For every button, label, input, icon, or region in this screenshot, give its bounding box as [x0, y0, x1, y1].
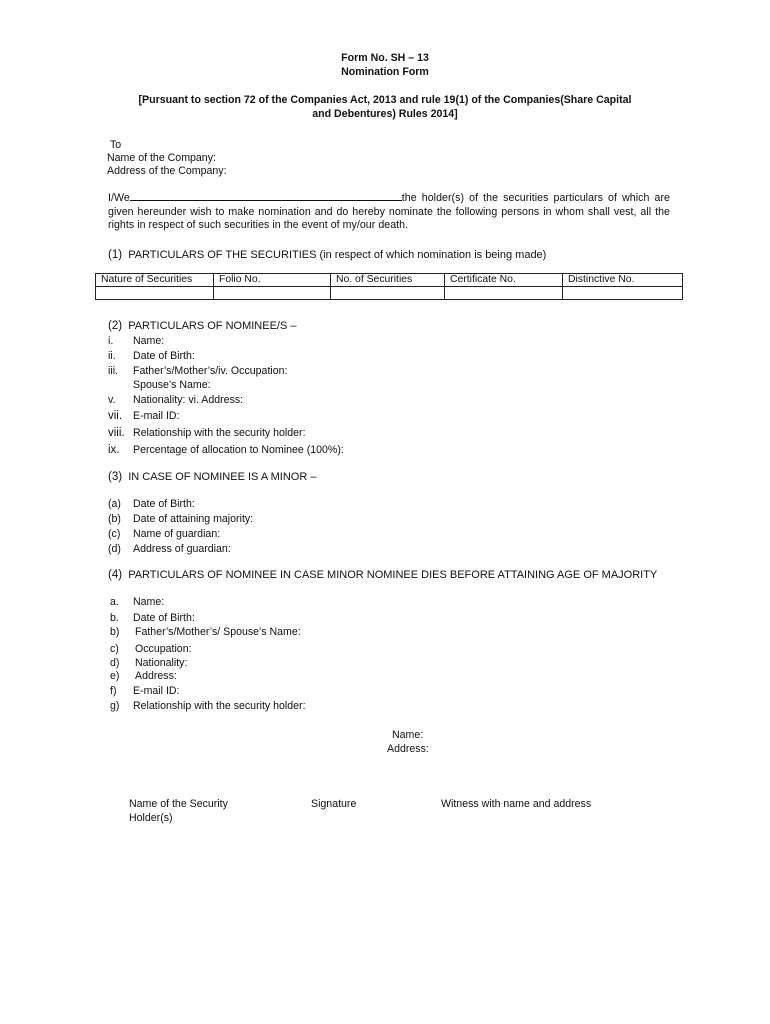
- cell-no-of-securities[interactable]: [331, 287, 445, 300]
- list-item: E-mail ID:: [133, 685, 180, 697]
- list-item: Father’s/Mother’s/ Spouse’s Name:: [135, 626, 301, 638]
- list-item-number: ix.: [108, 444, 120, 456]
- list-item-number: a.: [110, 596, 119, 608]
- table-header-row: [96, 274, 683, 287]
- list-item: Date of attaining majority:: [133, 513, 254, 525]
- security-holder-label-line-2: Holder(s): [129, 812, 173, 824]
- pursuant-line-2: and Debentures) Rules 2014]: [312, 108, 458, 120]
- holder-name-label: Name:: [392, 729, 424, 741]
- declaration-text: the holder(s) of the securities particulars of which are given hereunder wish to make nomination and do hereby nominate the following persons in whom shall vest, all the rights in respect of such securities in the event of my/our death.: [108, 192, 670, 231]
- to-label: To: [110, 139, 122, 151]
- list-item-number: c): [110, 643, 119, 655]
- list-item: Date of Birth:: [133, 498, 195, 510]
- section-1-number: (1): [108, 249, 123, 261]
- section-2-title: PARTICULARS OF NOMINEE/S –: [128, 320, 297, 332]
- cell-certificate-no[interactable]: [445, 287, 563, 300]
- col-no-of-securities: No. of Securities: [331, 274, 445, 287]
- list-item: Date of Birth:: [133, 350, 195, 362]
- list-item-number: i.: [108, 335, 114, 347]
- section-3-heading: [108, 471, 316, 484]
- section-4-title: PARTICULARS OF NOMINEE IN CASE MINOR NOMINEE DIES BEFORE ATTAINING AGE OF MAJORITY: [128, 569, 658, 581]
- col-certificate-no: Certificate No.: [445, 274, 563, 287]
- list-item: Occupation:: [135, 643, 192, 655]
- section-3-title: IN CASE OF NOMINEE IS A MINOR –: [128, 471, 317, 483]
- form-title: Nomination Form: [341, 66, 429, 78]
- list-item-number: b.: [110, 612, 119, 624]
- list-item: Address of guardian:: [133, 543, 231, 555]
- list-item-number: (d): [108, 543, 121, 555]
- form-number: Form No. SH – 13: [341, 52, 429, 64]
- list-item-number: (b): [108, 513, 121, 525]
- securities-table: [95, 273, 683, 300]
- list-item: Spouse’s Name:: [133, 379, 211, 391]
- company-address-label: Address of the Company:: [107, 165, 227, 177]
- section-4-number: (4): [108, 569, 123, 581]
- list-item: Relationship with the security holder:: [133, 700, 306, 712]
- cell-distinctive-no[interactable]: [563, 287, 683, 300]
- list-item-number: viii.: [108, 427, 125, 439]
- pursuant-line-1: [Pursuant to section 72 of the Companies Act, 2013 and rule 19(1) of the Companies(Share Capital: [138, 94, 632, 106]
- list-item-number: g): [110, 700, 120, 712]
- company-name-label: Name of the Company:: [107, 152, 216, 164]
- list-item: Name of guardian:: [133, 528, 221, 540]
- section-1-title: PARTICULARS OF THE SECURITIES (in respect of which nomination is being made): [128, 249, 547, 261]
- col-folio-no: Folio No.: [214, 274, 331, 287]
- list-item: Relationship with the security holder:: [133, 427, 306, 439]
- list-item: Address:: [135, 670, 177, 682]
- list-item: Father’s/Mother’s/iv. Occupation:: [133, 365, 288, 377]
- list-item-number: b): [110, 626, 120, 638]
- table-row: [96, 287, 683, 300]
- list-item-number: iii.: [108, 365, 119, 377]
- signature-label: Signature: [311, 798, 357, 810]
- section-2-heading: [108, 320, 296, 333]
- list-item: Percentage of allocation to Nominee (100%):: [133, 444, 344, 456]
- list-item: Nationality:: [135, 657, 188, 669]
- list-item-number: (a): [108, 498, 121, 510]
- list-item-number: v.: [108, 394, 116, 406]
- witness-label: Witness with name and address: [441, 798, 592, 810]
- list-item-number: ii.: [108, 350, 116, 362]
- list-item: Name:: [133, 335, 165, 347]
- declaration-paragraph: [108, 191, 670, 233]
- declaration-blank[interactable]: [130, 191, 402, 201]
- section-3-number: (3): [108, 471, 123, 483]
- col-nature-of-securities: Nature of Securities: [96, 274, 214, 287]
- section-2-number: (2): [108, 320, 123, 332]
- list-item-number: (c): [108, 528, 121, 540]
- list-item-number: vii.: [108, 410, 123, 422]
- declaration-prefix: I/We: [108, 192, 130, 204]
- list-item: E-mail ID:: [133, 410, 180, 422]
- list-item: Date of Birth:: [133, 612, 195, 624]
- cell-nature-of-securities[interactable]: [96, 287, 214, 300]
- cell-folio-no[interactable]: [214, 287, 331, 300]
- list-item: Nationality: vi. Address:: [133, 394, 244, 406]
- list-item: Name:: [133, 596, 165, 608]
- section-1-heading: [108, 249, 546, 262]
- security-holder-label-line-1: Name of the Security: [129, 798, 228, 810]
- col-distinctive-no: Distinctive No.: [563, 274, 683, 287]
- holder-address-label: Address:: [387, 743, 429, 755]
- list-item-number: d): [110, 657, 120, 669]
- list-item-number: f): [110, 685, 117, 697]
- list-item-number: e): [110, 670, 120, 682]
- section-4-heading: [108, 569, 657, 582]
